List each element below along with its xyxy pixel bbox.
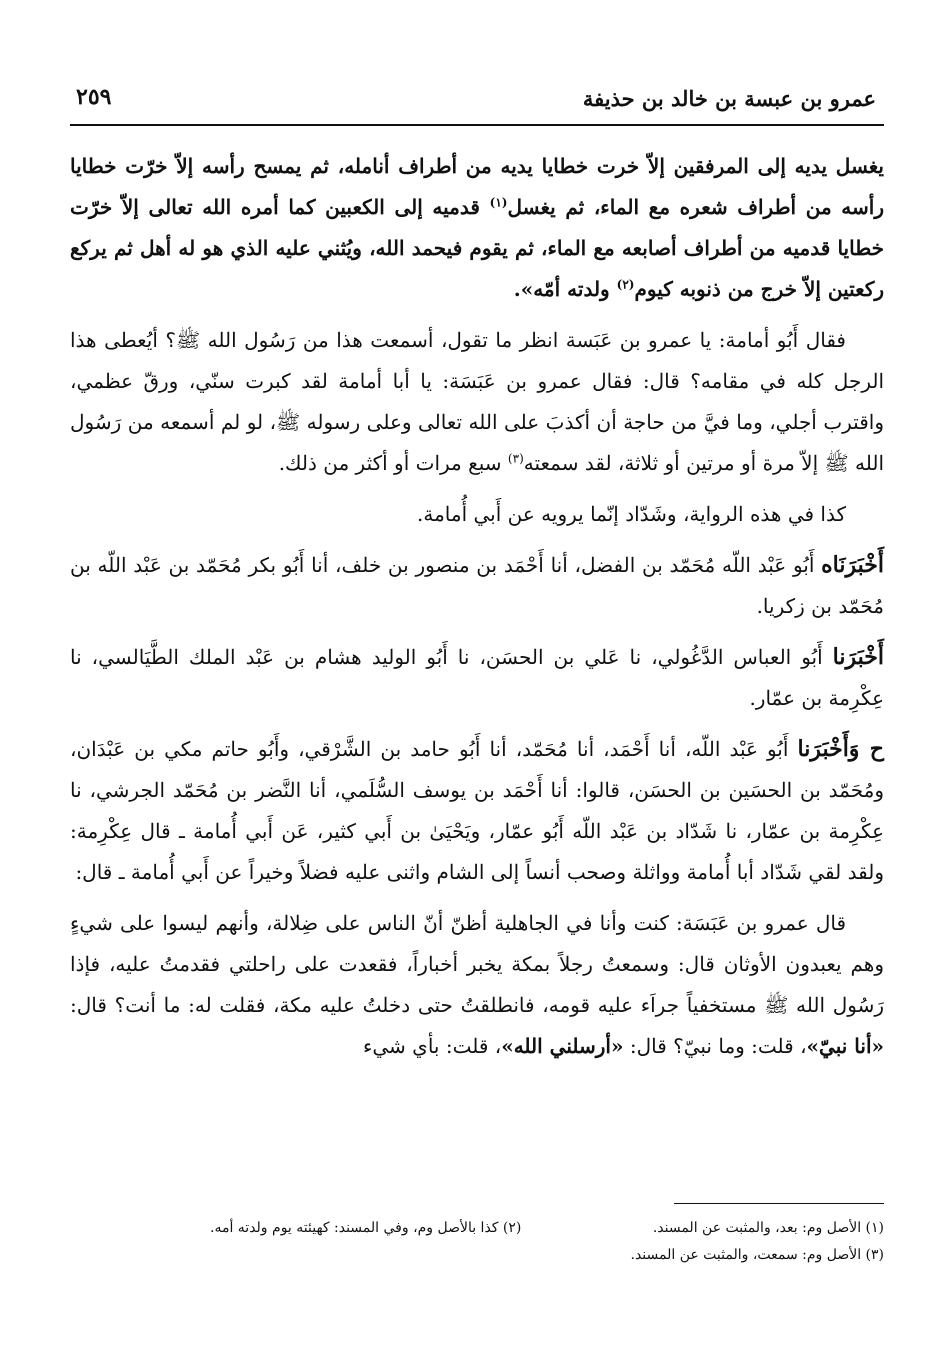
text-segment: كذا في هذه الرواية، وشَدّاد إنّما يرويه عن أَبي أُمامة. [416, 502, 846, 526]
footnote-separator [674, 1203, 884, 1204]
text-segment: ولدته أمّه». [513, 277, 617, 301]
paragraph-note [70, 494, 884, 535]
footnote-1: (١) الأصل وم: بعد، والمثبت عن المسند. [652, 1220, 884, 1236]
footnote-ref: (٢) [616, 277, 635, 292]
footnote-ref: (٣) [507, 451, 524, 466]
paragraph-amr-narration [70, 903, 884, 1067]
paragraph-hadith-text [70, 146, 884, 310]
paragraph-isnad-3 [70, 729, 884, 893]
text-segment: سبع مرات أو أكثر من ذلك. [278, 451, 508, 475]
text-segment: أَبُو عَبْد اللّه، أنا أَحْمَد، أنا مُحَمّد، أنا أَبُو حامد بن الشَّرْقي، وأَبُو حاتم مكي بن عَبْدَان، ومُحَمّد بن الحسَين بن الحسَن، قالوا: أنا أَحْمَد بن يوسف السُّلَمي، أنا النَّضر بن مُحَمّد الجرشي، نا عِكْرِمة بن عمّار، نا شَدّاد بن عَبْد اللّه أَبُو عمّار، ويَحْيَىٰ بن أَبي كثير، عَن أَبي أُمامة ـ قال عِكْرِمة: ولقد لقي شَدّاد أبا أُمامة وواثلة وصحب أنساً إلى الشام واثنى عليه فضلاً وخيراً عن أَبي أُمامة ـ قال: [70, 737, 884, 884]
footnote-row [70, 1242, 884, 1269]
page-number: ٢٥٩ [76, 84, 112, 110]
footnote-3: (٣) الأصل وم: سمعت، والمثبت عن المسند. [630, 1247, 884, 1263]
page-header [70, 80, 884, 126]
text-segment: أَبُو العباس الدَّغُولي، نا عَلي بن الحسَن، نا أَبُو الوليد هشام بن عَبْد الملك الطَّيَالسي، نا عِكْرِمة بن عمّار. [70, 645, 884, 710]
text-segment: ، قلت: وما نبيّ؟ قال: [623, 1034, 807, 1058]
paragraph-abu-umama [70, 320, 884, 484]
akhbarana-keyword: أَخْبَرَنا [832, 644, 884, 670]
footnote-row [70, 1215, 884, 1242]
quoted-speech: «أرسلني الله» [501, 1034, 624, 1058]
akhbarana-keyword: ح وَأَخْبَرَنا [797, 736, 884, 762]
main-text [70, 146, 884, 1077]
text-segment: قدميه إلى الكعبين كما أمره الله تعالى إلاّ خرّت خطايا قدميه من أطراف أصابعه مع الماء، ثم يقوم فيحمد الله، ويُثني عليه الذي هو له أهل ثم يركع ركعتين إلاّ خرج من ذنوبه كيوم [70, 195, 884, 301]
footnote-2: (٢) كذا بالأصل وم، وفي المسند: كهيئته يوم ولدته أمه. [210, 1220, 522, 1236]
quoted-speech: «أنا نبيّ» [806, 1034, 884, 1058]
running-title: عمرو بن عبسة بن خالد بن حذيفة [582, 86, 876, 111]
footnotes [70, 1215, 884, 1269]
text-segment: فقال أَبُو أمامة: يا عمرو بن عَبَسة انظر ما تقول، أسمعت هذا من رَسُول الله ﷺ؟ أيُعطى هذا الرجل كله في مقامه؟ قال: فقال عمرو بن عَبَسَة: يا أبا أمامة لقد كبرت سنّي، ورقّ عظمي، واقترب أجلي، وما فيَّ من حاجة أن أكذبَ على الله تعالى وعلى رسوله ﷺ، لو لم أسمعه من رَسُول الله ﷺ إلاّ مرة أو مرتين أو ثلاثة، لقد سمعته [70, 328, 884, 475]
akhbarana-keyword: أَخْبَرَنَاه [821, 552, 884, 578]
text-segment: يغسل يديه إلى المرفقين إلاّ خرت خطايا يديه من أطراف أنامله، ثم يمسح رأسه إلاّ خرّت خطايا رأسه من أطراف شعره مع الماء، ثم يغسل [70, 154, 885, 219]
text-segment: قال عمرو بن عَبَسَة: كنت وأنا في الجاهلية أظنّ أنّ الناس على ضِلالة، وأنهم ليسوا على شيءٍ وهم يعبدون الأوثان قال: وسمعتُ رجلاً بمكة يخبر أخباراً، فقعدت على راحلتي فقدمتُ عليه، فإذا رَسُول الله ﷺ مستخفياً جراَء عليه قومه، فانطلقتُ حتى دخلتُ عليه مكة، فقلت له: ما أنت؟ قال: [70, 911, 884, 1017]
footnote-ref: (١) [489, 195, 508, 210]
text-segment: ، قلت: بأي شيء [362, 1034, 502, 1058]
text-segment: أَبُو عَبْد اللّه مُحَمّد بن الفضل، أنا أَحْمَد بن منصور بن خلف، أنا أَبُو بكر مُحَمّد بن عَبْد اللّه بن مُحَمّد بن زكريا. [70, 553, 884, 618]
paragraph-isnad-1 [70, 545, 884, 627]
paragraph-isnad-2 [70, 637, 884, 719]
